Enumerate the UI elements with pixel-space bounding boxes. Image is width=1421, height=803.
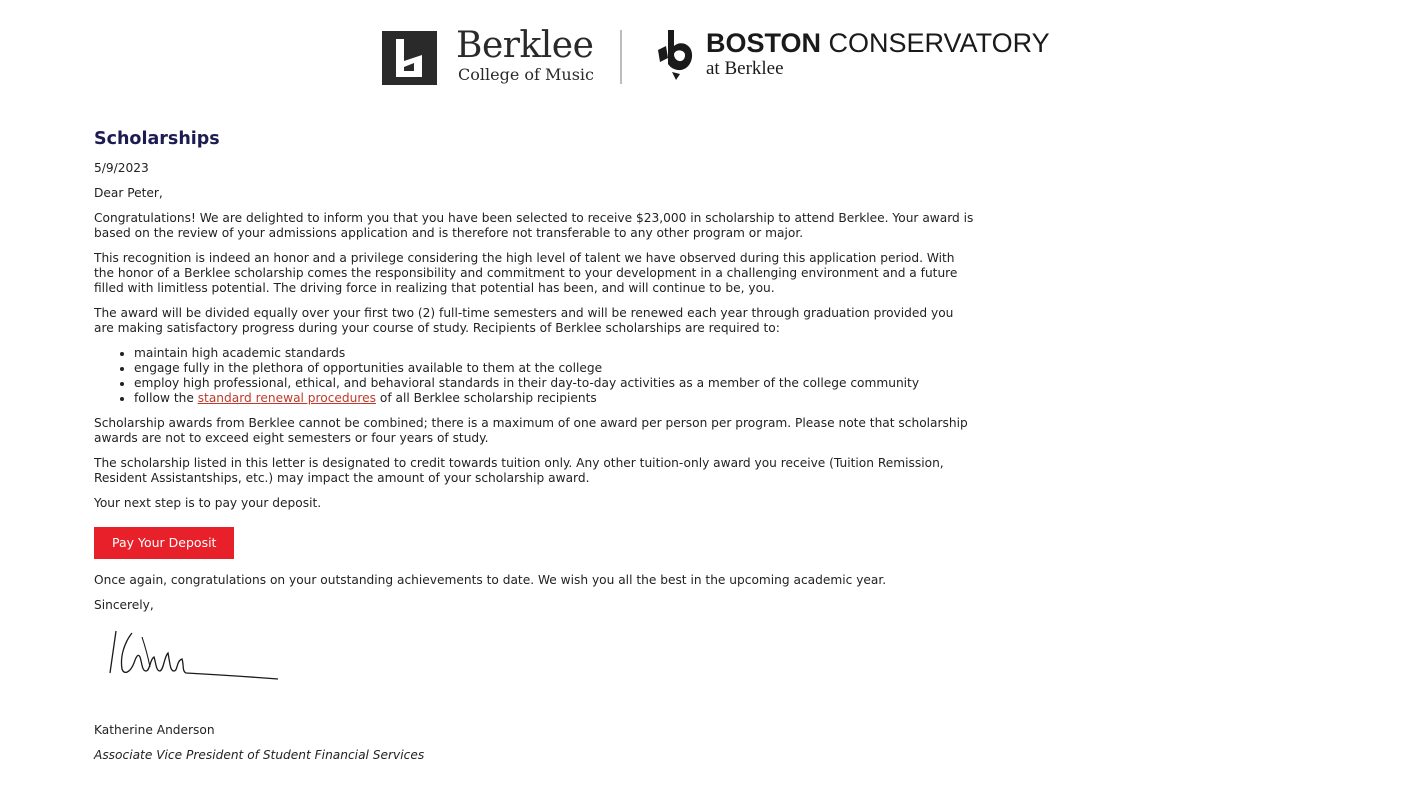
boston-conservatory-subtitle: at Berklee (706, 58, 784, 79)
boston-conservatory-logo-icon (654, 28, 698, 80)
list-item-suffix: of all Berklee scholarship recipients (375, 391, 597, 405)
requirements-list (94, 346, 974, 406)
berklee-subtitle: College of Music (458, 65, 594, 84)
letter-greeting: Dear Peter, (94, 186, 163, 200)
boston-conservatory-name-bold: BOSTON (706, 28, 822, 58)
pay-deposit-button[interactable]: Pay Your Deposit (94, 527, 234, 559)
letter-header (380, 26, 1060, 90)
letter-paragraph: Congratulations! We are delighted to inform you that you have been selected to receive $23,000 in scholarship to attend Berklee. Your award is based on the review of your admissions application and is therefore not transferable to any other program or major. (94, 211, 974, 240)
letter-title: Scholarships (94, 129, 220, 149)
letter-paragraph: The scholarship listed in this letter is designated to credit towards tuition only. Any other tuition-only award you receive (Tuition Remission, Resident Assistantships, etc.) may impact the amount of your scholarship award. (94, 456, 944, 485)
boston-conservatory-name-regular: CONSERVATORY (828, 28, 1050, 58)
list-item: • employ high professional, ethical, and behavioral standards in their day-to-day activities as a member of the college community (134, 376, 974, 391)
list-item: • maintain high academic standards (134, 346, 974, 361)
letter-date: 5/9/2023 (94, 161, 149, 175)
list-item: • engage fully in the plethora of opportunities available to them at the college (134, 361, 974, 376)
letter-paragraph: The award will be divided equally over your first two (2) full-time semesters and will be renewed each year through graduation provided you are making satisfactory progress during your course of study. Recipients of Berklee scholarships are required to: (94, 306, 954, 335)
letter-paragraph: Scholarship awards from Berklee cannot be combined; there is a maximum of one award per person per program. Please note that scholarship awards are not to exceed eight semesters or four years of study. (94, 416, 968, 445)
berklee-name: Berklee (456, 25, 594, 66)
signer-title: Associate Vice President of Student Financial Services (94, 748, 425, 762)
list-item-prefix: follow the (134, 391, 198, 405)
letter-closing: Once again, congratulations on your outstanding achievements to date. We wish you all the best in the upcoming academic year. (94, 573, 887, 587)
list-item (134, 391, 974, 406)
scholarship-letter (94, 126, 974, 773)
boston-conservatory-name (706, 28, 1050, 58)
standard-renewal-procedures-link[interactable]: standard renewal procedures (197, 391, 376, 405)
signature-image (102, 623, 282, 689)
header-divider (620, 30, 622, 84)
letter-paragraph: Your next step is to pay your deposit. (94, 496, 322, 510)
berklee-logo-icon (382, 31, 437, 85)
signer-name: Katherine Anderson (94, 723, 215, 737)
letter-signoff: Sincerely, (94, 598, 154, 612)
letter-paragraph: This recognition is indeed an honor and a privilege considering the high level of talent we have observed during this application period. With the honor of a Berklee scholarship comes the responsibility and commitment to your development in a challenging environment and a future filled with limitless potential. The driving force in realizing that potential has been, and will continue to be, you. (94, 251, 958, 295)
